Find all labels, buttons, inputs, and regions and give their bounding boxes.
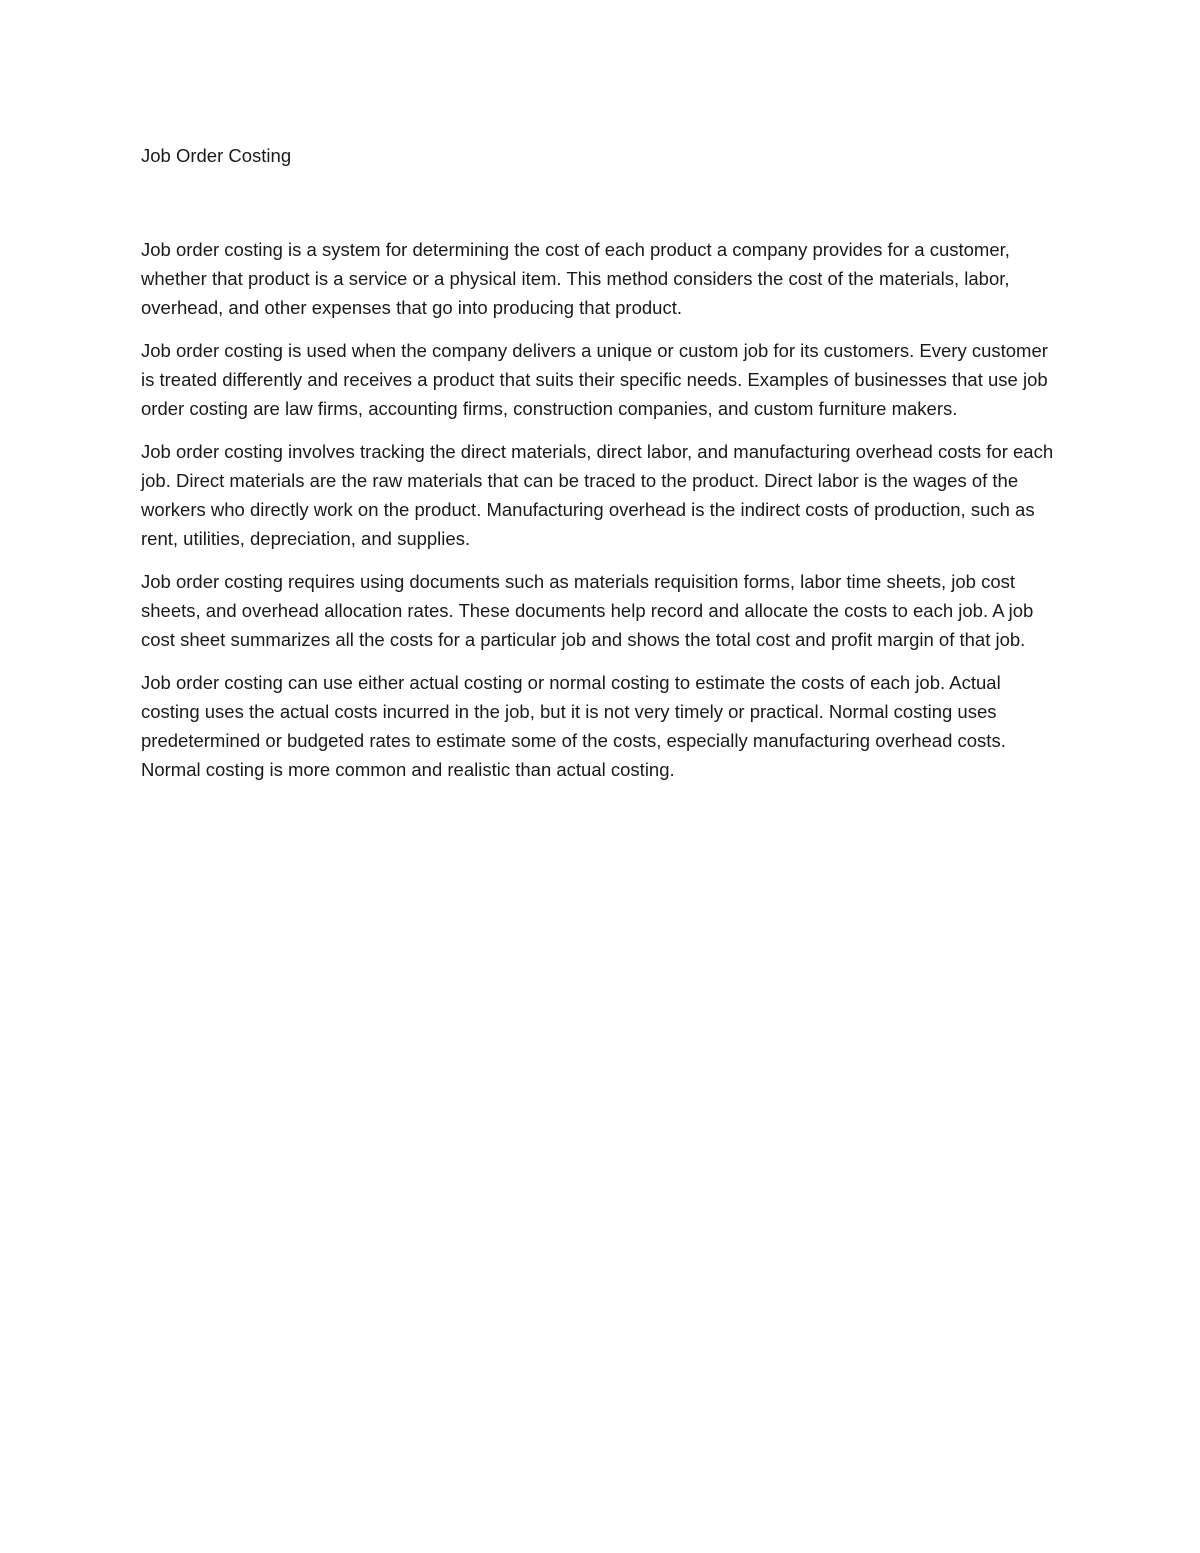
- document-body: [141, 141, 1061, 798]
- paragraph-definition: Job order costing is a system for determining the cost of each product a company provides for a customer, whether that product is a service or a physical item. This method considers the cost of the materials, labor, overhead, and other expenses that go into producing that product.: [141, 239, 1010, 318]
- paragraph-documents: Job order costing requires using documents such as materials requisition forms, labor time sheets, job cost sheets, and overhead allocation rates. These documents help record and allocate the costs to each job. A job cost sheet summarizes all the costs for a particular job and shows the total cost and profit margin of that job.: [141, 571, 1034, 650]
- paragraph-usage: Job order costing is used when the company delivers a unique or custom job for its customers. Every customer is treated differently and receives a product that suits their specific needs. Examples of businesses that use job order costing are law firms, accounting firms, construction companies, and custom furniture makers.: [141, 340, 1048, 419]
- paragraph-cost-tracking: Job order costing involves tracking the direct materials, direct labor, and manufacturing overhead costs for each job. Direct materials are the raw materials that can be traced to the product. Direct labor is the wages of the workers who directly work on the product. Manufacturing overhead is the indirect costs of production, such as rent, utilities, depreciation, and supplies.: [141, 441, 1054, 549]
- document-title: Job Order Costing: [141, 145, 292, 166]
- paragraph-costing-methods: Job order costing can use either actual costing or normal costing to estimate the costs of each job. Actual costing uses the actual costs incurred in the job, but it is not very timely or practical. Normal costing uses predetermined or budgeted rates to estimate some of the costs, especially manufacturing overhead costs. Normal costing is more common and realistic than actual costing.: [141, 672, 1006, 780]
